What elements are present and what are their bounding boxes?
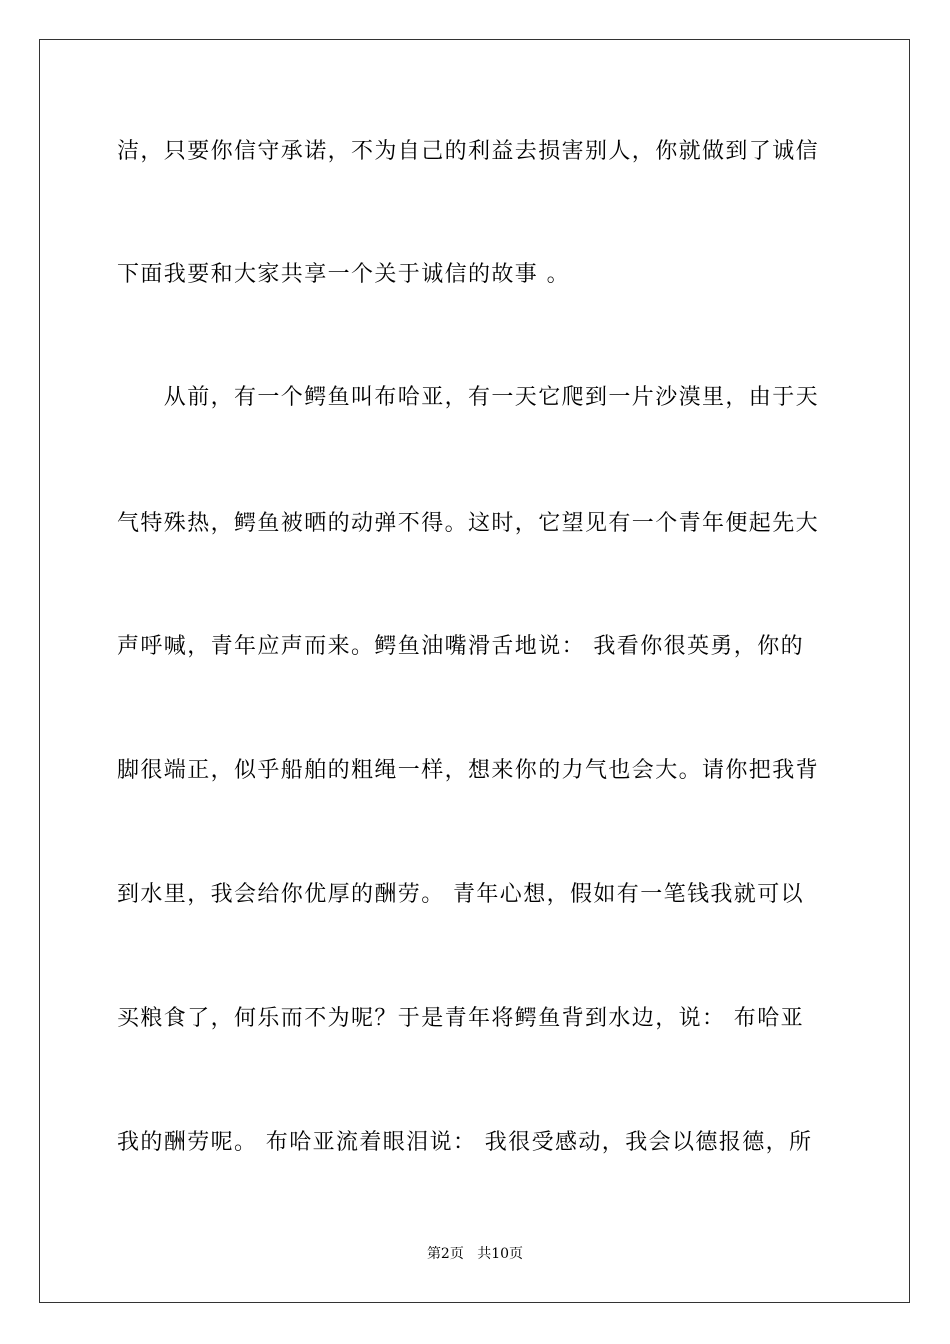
text-line: 买粮食了，何乐而不为呢？于是青年将鳄鱼背到水边，说： 布哈亚: [117, 1006, 804, 1031]
text-line: 洁，只要你信守承诺，不为自己的利益去损害别人，你就做到了诚信: [117, 139, 820, 164]
text-line: 声呼喊，青年应声而来。鳄鱼油嘴滑舌地说： 我看你很英勇，你的: [117, 634, 804, 659]
text-line: 脚很端正，似乎船舶的粗绳一样，想来你的力气也会大。请你把我背: [117, 758, 820, 783]
text-line: 我的酬劳呢。 布哈亚流着眼泪说： 我很受感动，我会以德报德，所: [117, 1130, 813, 1155]
text-line: 气特殊热，鳄鱼被晒的动弹不得。这时，它望见有一个青年便起先大: [117, 511, 820, 536]
text-line: 从前，有一个鳄鱼叫布哈亚，有一天它爬到一片沙漠里，由于天: [117, 385, 820, 410]
text-line: 下面我要和大家共享一个关于诚信的故事 。: [117, 262, 570, 287]
page-number: 第2页: [426, 1246, 464, 1262]
page-footer: [0, 1245, 950, 1263]
page-total: 共10页: [477, 1246, 524, 1262]
page-border: [39, 39, 910, 1303]
text-line: 到水里，我会给你优厚的酬劳。 青年心想，假如有一笔钱我就可以: [117, 882, 804, 907]
